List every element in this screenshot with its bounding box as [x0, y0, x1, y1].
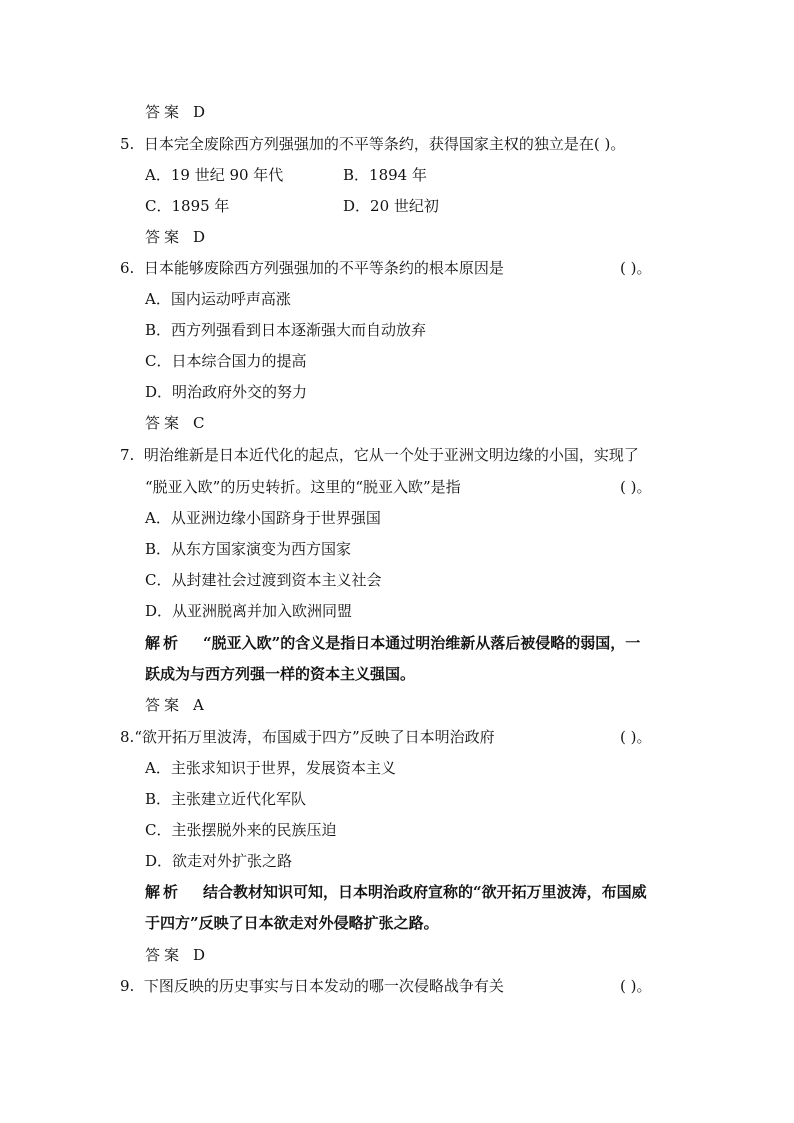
analysis-label: 解析	[145, 634, 182, 652]
answer-line	[145, 102, 205, 122]
answer-line	[145, 945, 205, 965]
question-6-option-b: B．西方列强看到日本逐渐强大而自动放弃	[145, 321, 427, 339]
question-text: “欲开拓万里波涛，布国威于四方”反映了日本明治政府	[134, 728, 495, 746]
analysis-text: 结合教材知识可知，日本明治政府宣称的“欲开拓万里波涛，布国威	[203, 883, 647, 901]
answer-blank: ( )。	[620, 977, 652, 995]
question-7-option-c: C．从封建社会过渡到资本主义社会	[145, 571, 382, 589]
analysis-text-line2: 于四方”反映了日本欲走对外侵略扩张之路。	[145, 914, 439, 932]
question-5-option-a: A．19 世纪 90 年代	[145, 166, 284, 184]
answer-line	[145, 413, 205, 433]
answer-label: 答案	[145, 946, 184, 964]
question-6-option-d: D．明治政府外交的努力	[145, 383, 308, 401]
answer-label: 答案	[145, 103, 184, 121]
question-7-option-b: B．从东方国家演变为西方国家	[145, 540, 352, 558]
answer-line	[145, 227, 205, 247]
answer-label: 答案	[145, 228, 184, 246]
question-number: 6.	[120, 259, 135, 277]
question-8-stem	[120, 727, 495, 747]
question-5-option-c: C．1895 年	[145, 197, 230, 215]
question-7-stem	[120, 445, 639, 465]
answer-value: D	[193, 228, 206, 246]
question-7-option-a: A．从亚洲边缘小国跻身于世界强国	[145, 509, 381, 527]
answer-blank: ( )。	[620, 478, 652, 496]
question-number: 5.	[120, 135, 135, 153]
answer-blank: ( )。	[620, 259, 652, 277]
question-6-stem	[120, 258, 504, 278]
question-number: 9.	[120, 977, 135, 995]
analysis-line	[145, 633, 640, 653]
question-5-stem	[120, 134, 625, 154]
answer-value: D	[193, 103, 206, 121]
question-8-option-d: D．欲走对外扩张之路	[145, 852, 293, 870]
question-8-option-c: C．主张摆脱外来的民族压迫	[145, 821, 337, 839]
analysis-label: 解析	[145, 883, 182, 901]
question-7-stem-line2: “脱亚入欧”的历史转折。这里的“脱亚入欧”是指	[145, 478, 461, 496]
question-text: 日本完全废除西方列强强加的不平等条约，获得国家主权的独立是在( )。	[143, 135, 626, 153]
answer-value: A	[193, 696, 204, 714]
answer-blank: ( )。	[620, 728, 652, 746]
question-8-option-b: B．主张建立近代化军队	[145, 790, 307, 808]
question-8-option-a: A．主张求知识于世界，发展资本主义	[145, 759, 396, 777]
analysis-line	[145, 882, 647, 902]
question-6-option-a: A．国内运动呼声高涨	[145, 290, 291, 308]
answer-line	[145, 695, 204, 715]
question-7-option-d: D．从亚洲脱离并加入欧洲同盟	[145, 602, 353, 620]
question-text: 明治维新是日本近代化的起点，它从一个处于亚洲文明边缘的小国，实现了	[143, 446, 639, 464]
question-number: 8.	[120, 728, 135, 746]
question-text: 下图反映的历史事实与日本发动的哪一次侵略战争有关	[143, 977, 504, 995]
analysis-text: “脱亚入欧”的含义是指日本通过明治维新从落后被侵略的弱国，一	[203, 634, 641, 652]
question-5-option-d: D．20 世纪初	[343, 197, 439, 215]
answer-value: C	[193, 414, 205, 432]
answer-value: D	[193, 946, 206, 964]
analysis-text-line2: 跃成为与西方列强一样的资本主义强国。	[145, 665, 416, 683]
answer-label: 答案	[145, 696, 184, 714]
question-6-option-c: C．日本综合国力的提高	[145, 352, 307, 370]
question-5-option-b: B．1894 年	[343, 166, 427, 184]
question-number: 7.	[120, 446, 135, 464]
question-9-stem	[120, 976, 504, 996]
answer-label: 答案	[145, 414, 184, 432]
question-text: 日本能够废除西方列强强加的不平等条约的根本原因是	[143, 259, 504, 277]
